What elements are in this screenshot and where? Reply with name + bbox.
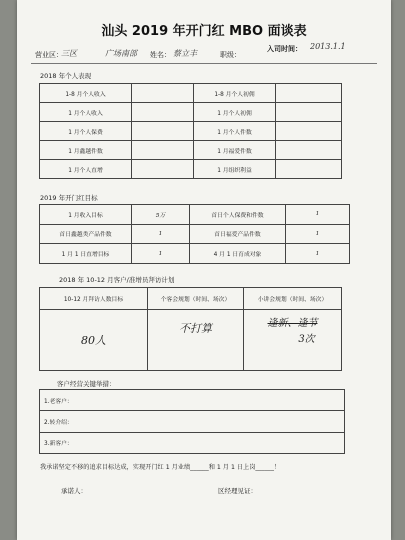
join-date-label: 入司时间： <box>267 45 302 53</box>
row-label: 1-8 月个人初佣 <box>194 84 276 103</box>
small-talk-value: 3次 <box>298 334 315 345</box>
row-value <box>132 160 194 179</box>
row-value: 1 <box>286 205 350 225</box>
row-value <box>132 122 194 141</box>
table-row <box>40 390 345 411</box>
row-label: 1 月鑫越件数 <box>40 141 132 160</box>
district-value: 三区 <box>61 49 77 58</box>
visit-plan-heading: 2018 年 10-12 月客户/准增员拜访计划 <box>59 276 175 284</box>
table-row <box>40 432 345 453</box>
row-label: 首日个人保费和件数 <box>190 205 286 225</box>
row-value <box>276 84 342 103</box>
table-row <box>40 84 342 103</box>
table-row <box>40 160 342 179</box>
row-label: 1 月组织利益 <box>194 160 276 179</box>
table-row <box>40 205 350 225</box>
row-label: 首日福爱产品件数 <box>190 224 286 244</box>
table-2018 <box>39 83 342 179</box>
row-value: 1 <box>132 224 190 244</box>
table-row <box>40 310 342 371</box>
small-talk-cell <box>244 310 342 371</box>
witness-label: 区经理见证： <box>218 487 257 495</box>
row-label: 1 月福爱件数 <box>194 141 276 160</box>
row-label: 1 月个人收入 <box>40 103 132 122</box>
table-row <box>40 122 342 141</box>
new-client-row: 3.新客户： <box>40 432 345 453</box>
position-label: 职级： <box>220 51 241 59</box>
column-header: 10-12 月拜访人数目标 <box>40 288 148 310</box>
client-measures-heading: 客户经营关键举措： <box>57 380 116 388</box>
table-2019 <box>39 204 350 264</box>
row-value: 1 <box>286 244 350 264</box>
row-label: 1 月收入目标 <box>40 205 132 225</box>
row-value <box>132 84 194 103</box>
row-value <box>276 122 342 141</box>
row-label: 1 月个人直增 <box>40 160 132 179</box>
table-row <box>40 224 350 244</box>
client-meeting-value: 不打算 <box>148 310 244 371</box>
row-label: 1 月 1 日直增目标 <box>40 244 132 264</box>
referral-row: 2.转介绍： <box>40 411 345 432</box>
visit-plan-table <box>39 287 342 371</box>
column-header: 个客会规划（时间、场次） <box>148 288 244 310</box>
row-label: 1 月个人保费 <box>40 122 132 141</box>
pledge-text: 我承诺坚定不移的追求目标达成，实现开门红 1 月业绩______和 1 月 1 日上岗______！ <box>40 464 281 471</box>
row-value <box>276 160 342 179</box>
form-sheet <box>17 0 391 540</box>
row-value: 5万 <box>132 205 190 225</box>
visit-target-value: 80人 <box>40 310 148 371</box>
section-2018-heading: 2018 年个人表现 <box>40 72 92 80</box>
column-header: 小讲会规划（时间、场次） <box>244 288 342 310</box>
row-label: 4 月 1 日育成对象 <box>190 244 286 264</box>
form-title: 汕头 2019 年开门红 MBO 面谈表 <box>101 24 307 39</box>
row-label: 1 月个人初佣 <box>194 103 276 122</box>
dept-value: 广场南部 <box>105 49 137 58</box>
table-row <box>40 411 345 432</box>
table-header-row <box>40 288 342 310</box>
row-value <box>276 103 342 122</box>
row-value <box>132 103 194 122</box>
section-2019-heading: 2019 年开门红目标 <box>40 194 98 202</box>
table-row <box>40 141 342 160</box>
row-value: 1 <box>132 244 190 264</box>
row-label: 1-8 月个人收入 <box>40 84 132 103</box>
district-label: 营业区： <box>35 51 63 59</box>
table-row <box>40 103 342 122</box>
name-value: 蔡立丰 <box>173 49 197 58</box>
join-date-value: 2013.1.1 <box>310 42 346 51</box>
promiser-label: 承诺人： <box>61 487 87 495</box>
client-measures-table <box>39 389 345 454</box>
table-row <box>40 244 350 264</box>
row-label: 首日鑫越类产品件数 <box>40 224 132 244</box>
row-value <box>132 141 194 160</box>
name-label: 姓名： <box>150 51 171 59</box>
old-client-row: 1.老客户： <box>40 390 345 411</box>
row-label: 1 月个人件数 <box>194 122 276 141</box>
struck-handwriting: 逢新、逢节 <box>267 318 318 329</box>
row-value <box>276 141 342 160</box>
row-value: 1 <box>286 224 350 244</box>
meta-divider <box>31 63 377 64</box>
